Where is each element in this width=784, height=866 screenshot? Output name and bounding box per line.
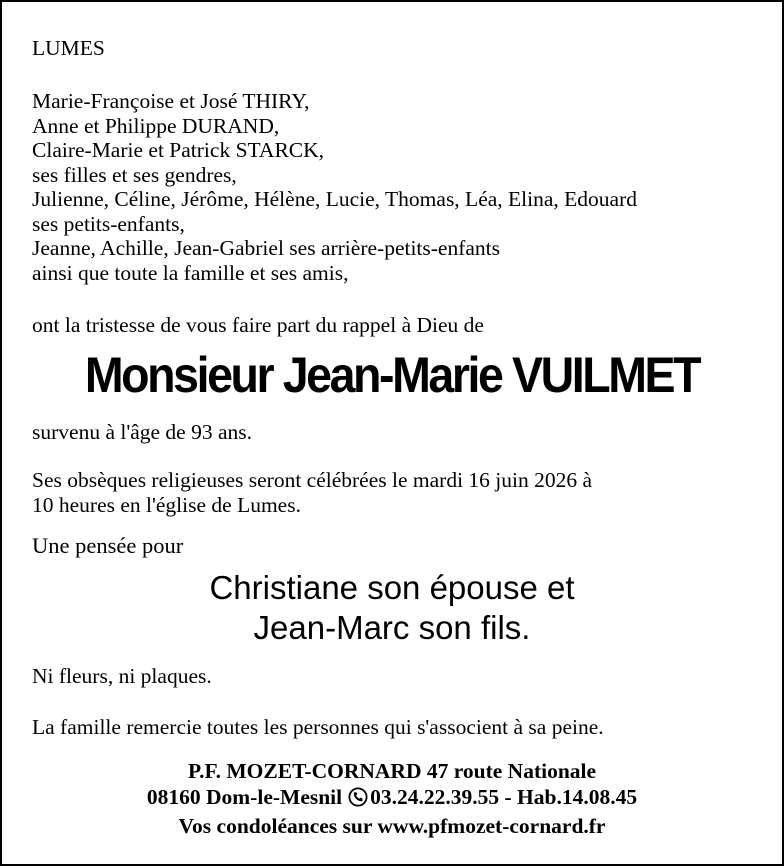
announcement-intro: ont la tristesse de vous faire part du rappel à Dieu de xyxy=(32,313,484,337)
funeral-details xyxy=(32,468,592,518)
family-line: Marie-Françoise et José THIRY, xyxy=(32,89,310,113)
family-line: ses filles et ses gendres, xyxy=(32,162,237,187)
family-line: ses petits-enfants, xyxy=(32,211,185,236)
family-line: ainsi que toute la famille et ses amis, xyxy=(32,260,349,285)
family-line: Jeanne, Achille, Jean-Gabriel ses arrière-petits-enfants xyxy=(32,236,501,260)
funeral-home-footer xyxy=(2,758,782,839)
tribute-line: Jean-Marc son fils. xyxy=(253,609,531,646)
no-flowers-note: Ni fleurs, ni plaques. xyxy=(32,664,212,688)
phone-icon xyxy=(348,787,368,813)
funeral-line: 10 heures en l'église de Lumes. xyxy=(32,493,301,517)
funeral-home-name: P.F. MOZET-CORNARD 47 route Nationale xyxy=(187,759,597,783)
deceased-name: Monsieur Jean-Marie VUILMET xyxy=(84,347,700,403)
condolences-line: Vos condoléances sur www.pfmozet-cornard.fr xyxy=(178,814,606,838)
thought-intro: Une pensée pour xyxy=(32,533,184,558)
family-list xyxy=(32,89,637,285)
tribute-block xyxy=(2,568,782,648)
family-line: Julienne, Céline, Jérôme, Hélène, Lucie, Thomas, Léa, Elina, Edouard xyxy=(32,187,637,211)
funeral-line: Ses obsèques religieuses seront célébrées le mardi 16 juin 2026 à xyxy=(32,468,593,492)
funeral-home-address: 08160 Dom-le-Mesnil xyxy=(146,785,343,809)
age-text: survenu à l'âge de 93 ans. xyxy=(32,420,252,444)
family-line: Claire-Marie et Patrick STARCK, xyxy=(32,138,325,162)
family-line: Anne et Philippe DURAND, xyxy=(32,113,280,138)
town-name: LUMES xyxy=(32,36,105,60)
tribute-line: Christiane son épouse et xyxy=(209,569,575,606)
thanks-note: La famille remercie toutes les personnes qui s'associent à sa peine. xyxy=(32,715,604,739)
funeral-home-phones: 03.24.22.39.55 - Hab.14.08.45 xyxy=(370,785,638,809)
funeral-home-contact xyxy=(2,784,782,813)
